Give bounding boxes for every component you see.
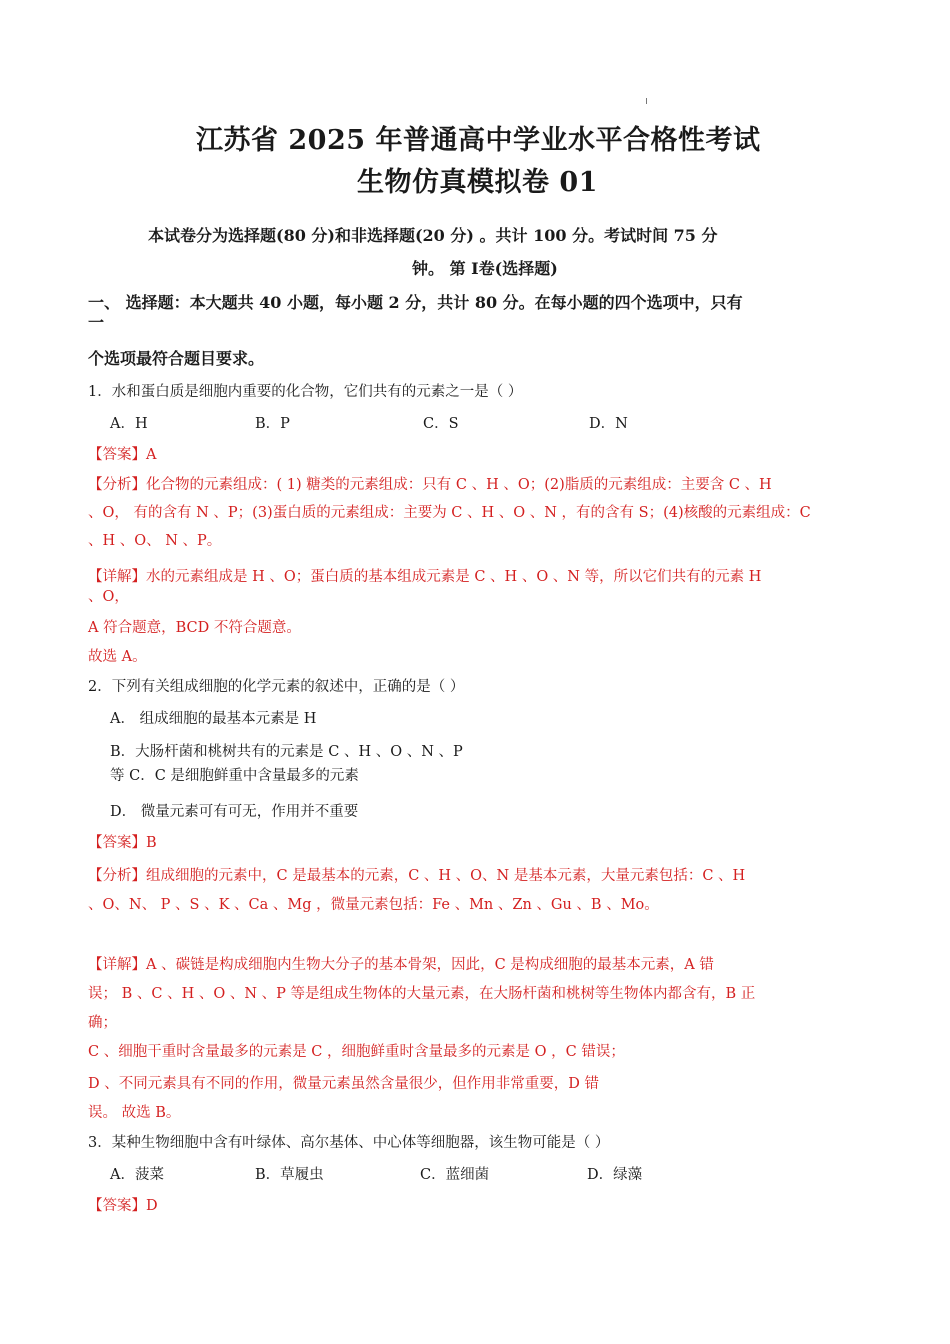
q1-analysis-line-3: 、H 、O、 N 、P。 bbox=[88, 533, 222, 549]
q2-analysis-line-1: 【分析】组成细胞的元素中，C 是最基本的元素，C 、H 、O、N 是基本元素，大量元素包括：C 、H bbox=[88, 868, 746, 884]
q2-analysis-line-2: 、O、N、 P 、S 、K 、Ca 、Mg ，微量元素包括：Fe 、Mn 、Zn 、Gu 、B 、Mo。 bbox=[88, 897, 659, 913]
q3-option-c: C．蓝细菌 bbox=[420, 1167, 490, 1183]
q1-option-d: D．N bbox=[589, 416, 628, 432]
q2-detail-line-5: D 、不同元素具有不同的作用，微量元素虽然含量很少，但作用非常重要，D 错 bbox=[88, 1076, 599, 1092]
q2-option-b: B．大肠杆菌和桃树共有的元素是 C 、H 、O 、N 、P bbox=[110, 744, 463, 760]
q1-detail-line-1: 【详解】水的元素组成是 H 、O；蛋白质的基本组成元素是 C 、H 、O 、N 等，所以它们共有的元素 H bbox=[88, 569, 762, 585]
q2-detail-line-6: 误。 故选 B。 bbox=[88, 1105, 181, 1121]
q3-option-b: B．草履虫 bbox=[255, 1167, 324, 1183]
q3-option-d: D．绿藻 bbox=[587, 1167, 643, 1183]
q2-stem: 2．下列有关组成细胞的化学元素的叙述中，正确的是（ ） bbox=[88, 679, 465, 695]
q3-stem: 3．某种生物细胞中含有叶绿体、高尔基体、中心体等细胞器，该生物可能是（ ） bbox=[88, 1135, 610, 1151]
q2-answer: 【答案】B bbox=[88, 835, 157, 851]
q1-detail-line-4: 故选 A。 bbox=[88, 649, 147, 665]
q1-detail-line-2: 、O， bbox=[88, 589, 129, 605]
q1-stem: 1．水和蛋白质是细胞内重要的化合物，它们共有的元素之一是（ ） bbox=[88, 384, 523, 400]
title-line-2: 生物仿真模拟卷 01 bbox=[357, 167, 598, 198]
section-heading-line-2: 个选项最符合题目要求。 bbox=[88, 349, 265, 368]
title-line-1: 江苏省 2025 年普通高中学业水平合格性考试 bbox=[196, 125, 761, 156]
section-heading: 一、 选择题：本大题共 40 小题，每小题 2 分，共计 80 分。在每小题的四个选项中，只有 bbox=[88, 293, 743, 312]
q1-analysis-line-1: 【分析】化合物的元素组成：( 1) 糖类的元素组成：只有 C 、H 、O；(2)脂质的元素组成：主要含 C 、H bbox=[88, 477, 772, 493]
q3-option-a: A．菠菜 bbox=[110, 1167, 164, 1183]
page-mark bbox=[646, 98, 647, 104]
q2-detail-line-1: 【详解】A 、碳链是构成细胞内生物大分子的基本骨架，因此，C 是构成细胞的最基本元素，A 错 bbox=[88, 957, 714, 973]
q1-option-b: B．P bbox=[255, 416, 290, 432]
q1-option-c: C．S bbox=[423, 416, 459, 432]
q1-detail-line-3: A 符合题意，BCD 不符合题意。 bbox=[88, 620, 301, 636]
q2-option-a: A． 组成细胞的最基本元素是 H bbox=[110, 711, 317, 727]
q2-detail-line-2: 误； B 、C 、H 、O 、N 、P 等是组成生物体的大量元素，在大肠杆菌和桃树等生物体内都含有，B 正 bbox=[88, 986, 756, 1002]
intro-line-1: 本试卷分为选择题(80 分)和非选择题(20 分) 。共计 100 分。考试时间 75 分 bbox=[148, 226, 718, 245]
q3-answer: 【答案】D bbox=[88, 1198, 158, 1214]
q1-option-a: A．H bbox=[110, 416, 148, 432]
q1-analysis-line-2: 、O， 有的含有 N 、P；(3)蛋白质的元素组成：主要为 C 、H 、O 、N ，有的含有 S；(4)核酸的元素组成：C bbox=[88, 505, 811, 521]
q2-detail-line-4: C 、细胞干重时含量最多的元素是 C ，细胞鲜重时含量最多的元素是 O ，C 错误； bbox=[88, 1044, 625, 1060]
q2-option-c: 等 C．C 是细胞鲜重中含量最多的元素 bbox=[110, 768, 359, 784]
q1-answer: 【答案】A bbox=[88, 447, 157, 463]
section-heading-wrap: 一 bbox=[88, 313, 105, 332]
intro-line-2: 钟。 第 Ⅰ卷(选择题) bbox=[412, 259, 558, 278]
q2-detail-line-3: 确； bbox=[88, 1015, 117, 1031]
q2-option-d: D． 微量元素可有可无，作用并不重要 bbox=[110, 804, 359, 820]
